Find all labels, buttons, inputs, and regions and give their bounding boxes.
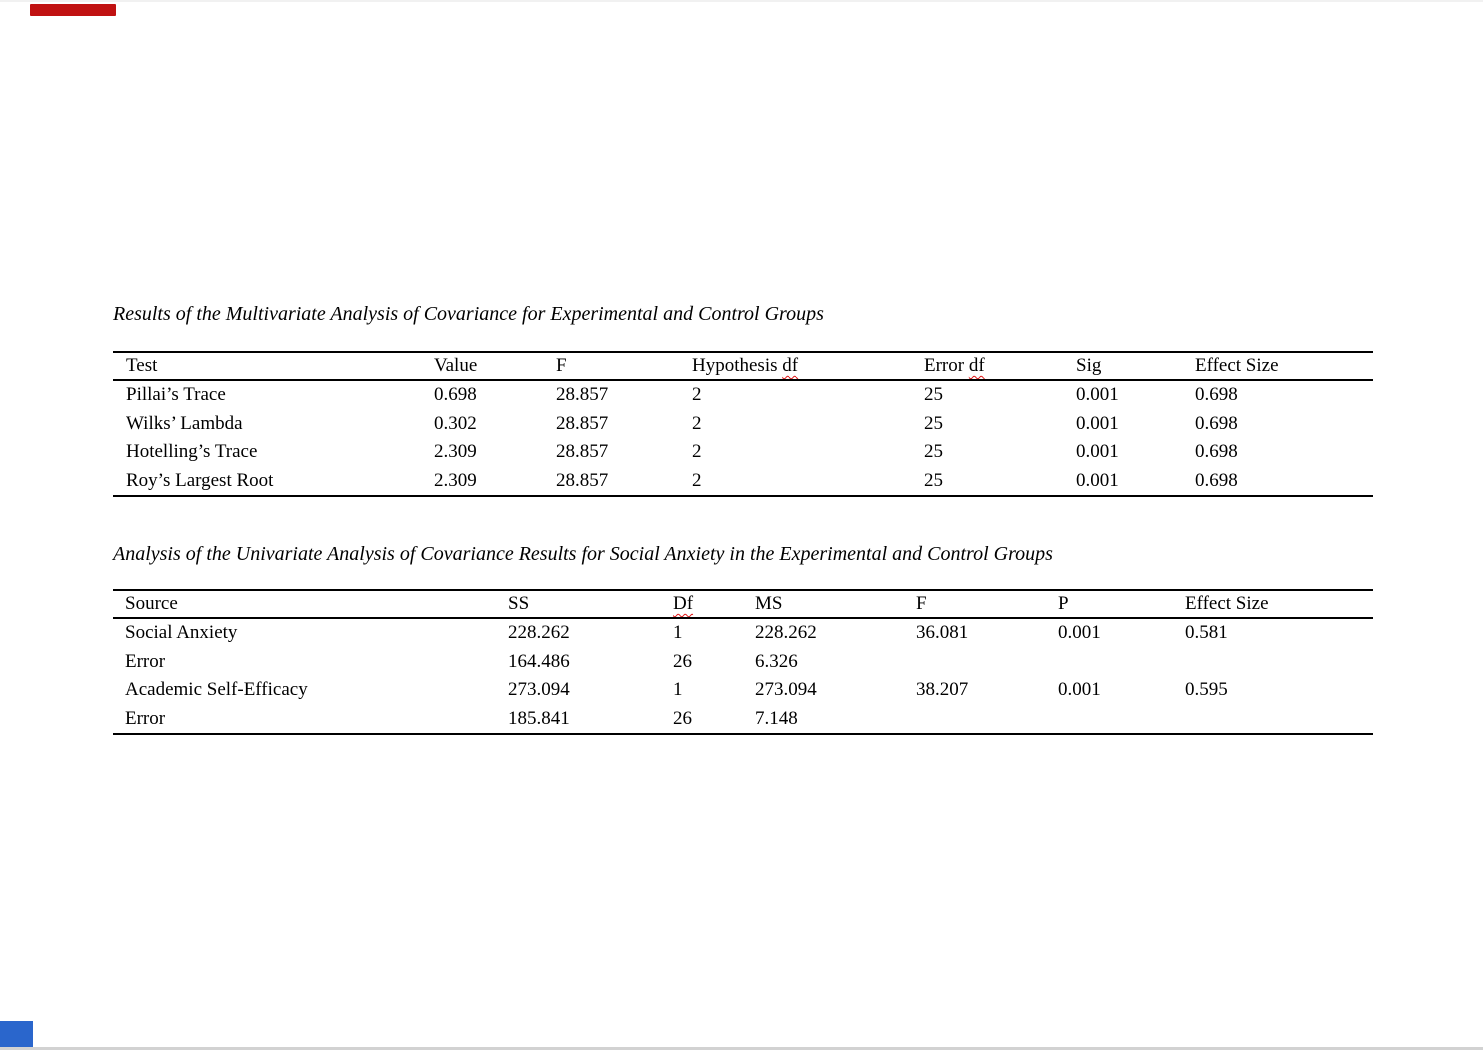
table2-header-source <box>113 590 496 618</box>
table-row <box>113 705 1373 735</box>
value-cell <box>904 705 1046 735</box>
value-cell: 273.094 <box>508 679 570 701</box>
value-cell: 0.001 <box>1076 469 1119 491</box>
value-cell: 28.857 <box>556 384 609 406</box>
table2-header-df <box>661 590 743 618</box>
value-cell: 0.698 <box>1195 412 1238 434</box>
value-cell: 7.148 <box>755 707 798 729</box>
value-cell: 0.001 <box>1076 384 1119 406</box>
value-cell: 2.309 <box>434 441 477 463</box>
row-label-cell: Pillai’s Trace <box>126 384 226 406</box>
value-cell: 228.262 <box>508 622 570 644</box>
value-cell: 0.001 <box>1058 622 1101 644</box>
table1-header-value <box>421 352 543 380</box>
table1-title: Results of the Multivariate Analysis of Covariance for Experimental and Control Groups <box>113 303 824 325</box>
value-cell: 2 <box>692 412 702 434</box>
table-row <box>113 380 1373 410</box>
red-marker-bar <box>30 4 116 16</box>
value-cell: 2 <box>692 441 702 463</box>
value-cell <box>904 648 1046 677</box>
value-cell <box>1046 705 1173 735</box>
table-row <box>113 648 1373 677</box>
row-label-cell: Roy’s Largest Root <box>126 469 274 491</box>
header-text: F <box>916 593 927 614</box>
table1-header-f <box>543 352 679 380</box>
value-cell: 2.309 <box>434 469 477 491</box>
value-cell: 0.001 <box>1058 679 1101 701</box>
value-cell: 26 <box>673 707 692 729</box>
table2-header-ms <box>743 590 904 618</box>
table1-header-hypothesis-df <box>679 352 911 380</box>
value-cell: 0.698 <box>1195 384 1238 406</box>
misspelled-word: Df <box>673 593 694 614</box>
value-cell: 0.581 <box>1185 622 1228 644</box>
value-cell: 0.001 <box>1076 441 1119 463</box>
value-cell: 28.857 <box>556 441 609 463</box>
value-cell: 2 <box>692 469 702 491</box>
header-text: P <box>1058 593 1069 614</box>
header-text: Effect Size <box>1195 355 1279 376</box>
value-cell: 185.841 <box>508 707 570 729</box>
row-label-cell: Academic Self-Efficacy <box>125 679 308 701</box>
value-cell: 0.595 <box>1185 679 1228 701</box>
table1-header-error-df <box>911 352 1063 380</box>
value-cell: 1 <box>673 679 683 701</box>
row-label-cell: Error <box>125 650 166 672</box>
value-cell: 228.262 <box>755 622 817 644</box>
table1-header-row <box>113 352 1373 380</box>
value-cell: 25 <box>924 441 943 463</box>
table2-header-p <box>1046 590 1173 618</box>
value-cell: 6.326 <box>755 650 798 672</box>
misspelled-word: df <box>968 355 985 376</box>
header-text: Value <box>434 355 478 376</box>
table-row <box>113 676 1373 705</box>
row-label-cell: Social Anxiety <box>125 622 238 644</box>
value-cell: 0.001 <box>1076 412 1119 434</box>
value-cell: 0.698 <box>1195 441 1238 463</box>
header-text: Effect Size <box>1185 593 1269 614</box>
header-text: Test <box>126 355 158 376</box>
value-cell: 2 <box>692 384 702 406</box>
ancova-results-table <box>113 589 1373 735</box>
value-cell: 28.857 <box>556 469 609 491</box>
value-cell: 1 <box>673 622 683 644</box>
value-cell: 25 <box>924 469 943 491</box>
table-row <box>113 618 1373 648</box>
header-text: Hypothesis <box>692 355 783 376</box>
value-cell: 36.081 <box>916 622 969 644</box>
value-cell: 25 <box>924 384 943 406</box>
row-label-cell: Error <box>125 707 166 729</box>
table-row <box>113 410 1373 439</box>
header-text: Sig <box>1076 355 1102 376</box>
value-cell <box>1173 648 1373 677</box>
value-cell <box>1173 705 1373 735</box>
row-label-cell: Wilks’ Lambda <box>126 412 243 434</box>
window-top-edge <box>0 0 1483 2</box>
table2-title: Analysis of the Univariate Analysis of Covariance Results for Social Anxiety in the Experimental and Control Groups <box>113 543 1053 565</box>
header-text: SS <box>508 593 530 614</box>
blue-corner-button-fragment[interactable] <box>0 1021 33 1050</box>
value-cell: 0.698 <box>434 384 477 406</box>
table2-header-effect-size <box>1173 590 1373 618</box>
value-cell: 26 <box>673 650 692 672</box>
mancova-results-table <box>113 351 1373 497</box>
header-text: Error <box>924 355 969 376</box>
value-cell: 164.486 <box>508 650 570 672</box>
misspelled-word: df <box>782 355 799 376</box>
table-row <box>113 467 1373 497</box>
table1-header-test <box>113 352 421 380</box>
value-cell: 38.207 <box>916 679 969 701</box>
table-row <box>113 438 1373 467</box>
row-label-cell: Hotelling’s Trace <box>126 441 258 463</box>
table2-header-row <box>113 590 1373 618</box>
value-cell: 0.302 <box>434 412 477 434</box>
header-text: F <box>556 355 567 376</box>
value-cell: 0.698 <box>1195 469 1238 491</box>
value-cell: 25 <box>924 412 943 434</box>
header-text: Source <box>125 593 178 614</box>
table2-header-f <box>904 590 1046 618</box>
value-cell <box>1046 648 1173 677</box>
table1-header-effect-size <box>1182 352 1373 380</box>
header-text: MS <box>755 593 783 614</box>
value-cell: 273.094 <box>755 679 817 701</box>
value-cell: 28.857 <box>556 412 609 434</box>
table2-header-ss <box>496 590 661 618</box>
table1-header-sig <box>1063 352 1182 380</box>
